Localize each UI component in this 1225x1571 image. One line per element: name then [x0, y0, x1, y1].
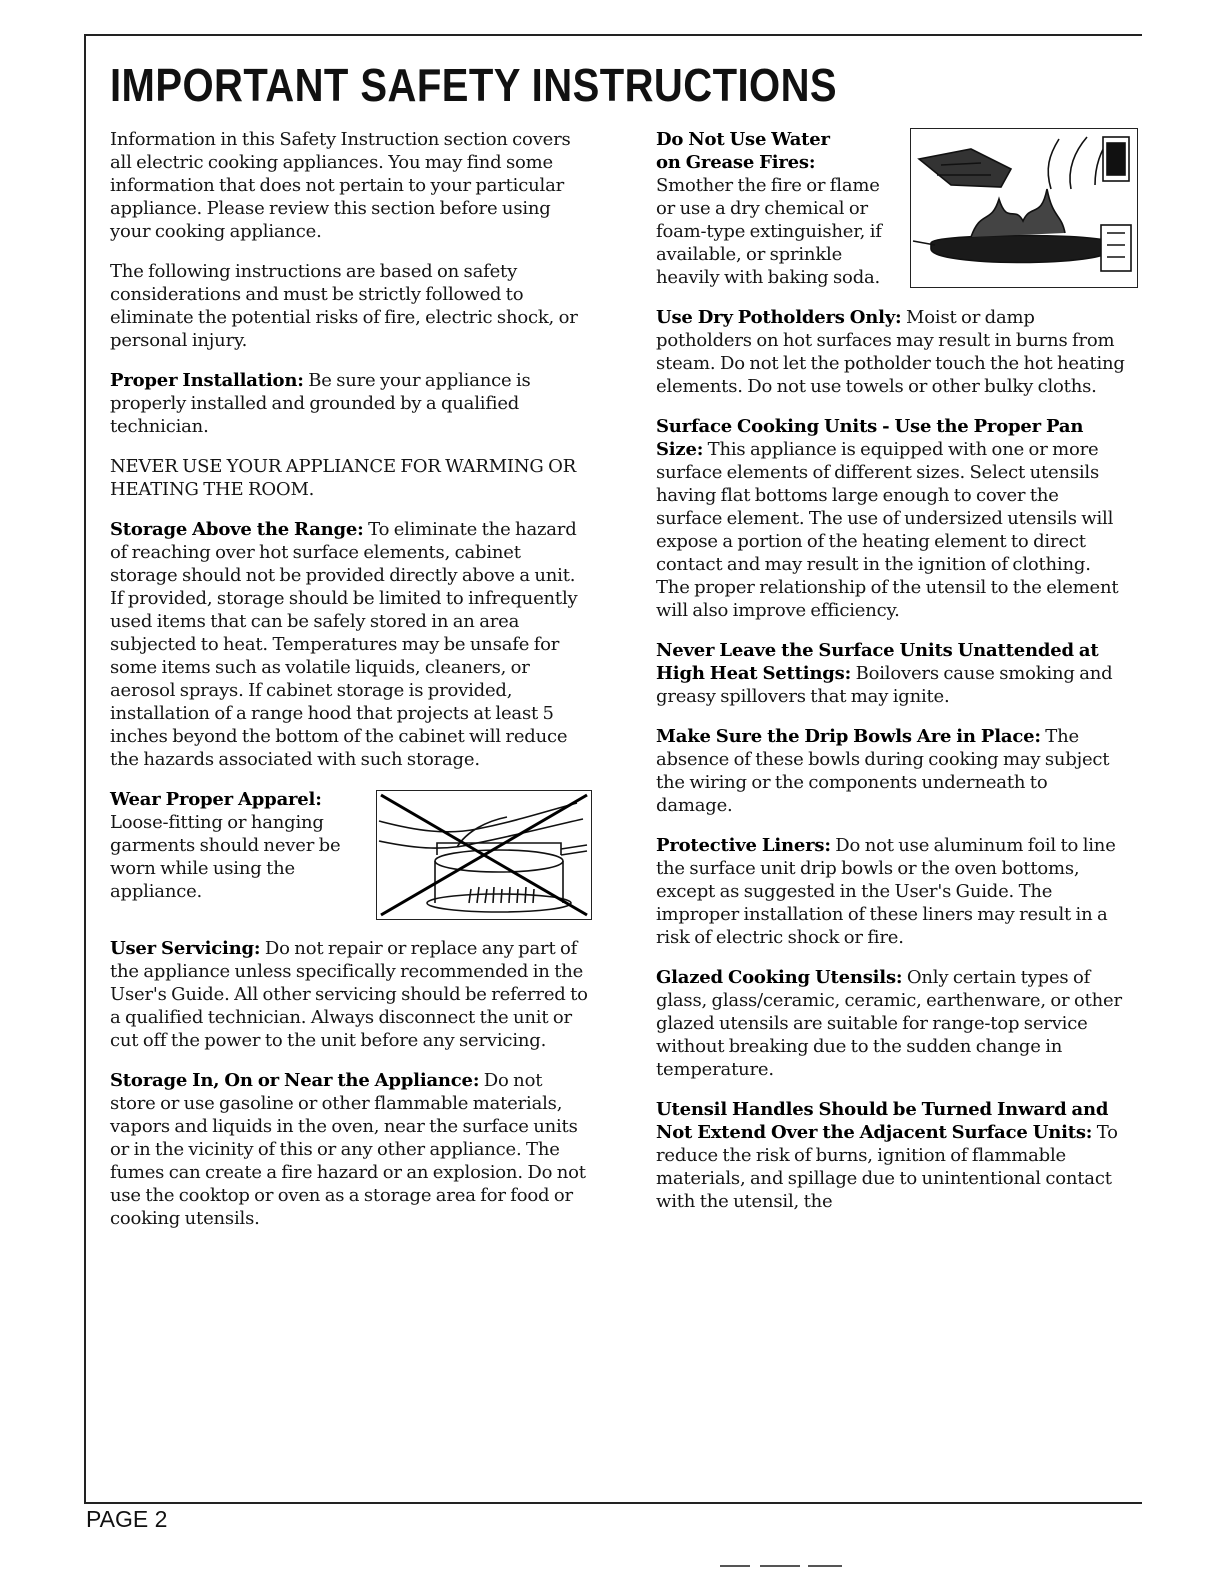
page-title: IMPORTANT SAFETY INSTRUCTIONS: [110, 59, 838, 111]
unattended-section: [656, 639, 1126, 708]
proper-installation-section: [110, 369, 590, 438]
potholders-text: Moist or damp potholders on hot surfaces may result in burns from steam. Do not let the potholder touch the hot heating elements. Do not use towels or other bulky cloths.: [656, 307, 1125, 397]
pan-size-section: [656, 415, 1126, 622]
storage-in-on-text: Do not store or use gasoline or other flammable materials, vapors and liquids in the oven, near the surface units or in the vicinity of this or any other appliance. The fumes can create a fire hazard or an explosion. Do not use the cooktop or oven as a storage area for food or cooking utensils.: [110, 1070, 586, 1229]
bottom-rule: [84, 1502, 1142, 1504]
scan-mark: [760, 1565, 800, 1567]
scan-mark: [808, 1565, 842, 1567]
proper-installation-text: Be sure your appliance is properly installed and grounded by a qualified technician.: [110, 370, 531, 437]
unattended-heading: Never Leave the Surface Units Unattended at High Heat Settings:: [656, 640, 1099, 684]
wear-apparel-section: [110, 788, 590, 920]
pan-size-heading: Surface Cooking Units - Use the Proper Pan Size:: [656, 416, 1084, 460]
drip-bowls-section: [656, 725, 1126, 817]
right-column: [656, 128, 1126, 1230]
glazed-text: Only certain types of glass, glass/ceramic, ceramic, earthenware, or other glazed utensils are suitable for range-top service without breaking due to the sudden change in temperature.: [656, 967, 1122, 1080]
never-use-warning: NEVER USE YOUR APPLIANCE FOR WARMING OR HEATING THE ROOM.: [110, 456, 576, 500]
handles-heading: Utensil Handles Should be Turned Inward and Not Extend Over the Adjacent Surface Units:: [656, 1099, 1109, 1143]
considerations-paragraph: The following instructions are based on safety considerations and must be strictly followed to eliminate the potential risks of fire, electric shock, or personal injury.: [110, 261, 578, 351]
grease-fires-heading-line1: Do Not Use Water: [656, 129, 830, 150]
storage-in-on-heading: Storage In, On or Near the Appliance:: [110, 1070, 480, 1091]
glazed-heading: Glazed Cooking Utensils:: [656, 967, 903, 988]
drip-bowls-heading: Make Sure the Drip Bowls Are in Place:: [656, 726, 1041, 747]
user-servicing-text: Do not repair or replace any part of the appliance unless specifically recommended in the User's Guide. All other servicing should be referred to a qualified technician. Always disconnect the unit or cut off the power to the unit before any servicing.: [110, 938, 588, 1051]
grease-fires-heading-line2: on Grease Fires:: [656, 152, 816, 173]
handles-text: To reduce the risk of burns, ignition of flammable materials, and spillage due to unintentional contact with the utensil, the: [656, 1122, 1118, 1212]
user-servicing-section: [110, 937, 590, 1052]
glazed-section: [656, 966, 1126, 1081]
top-rule: [84, 34, 1142, 36]
left-column: [110, 128, 590, 1247]
liners-heading: Protective Liners:: [656, 835, 831, 856]
handles-section: [656, 1098, 1126, 1213]
liners-section: [656, 834, 1126, 949]
user-servicing-heading: User Servicing:: [110, 938, 261, 959]
wear-apparel-heading: Wear Proper Apparel:: [110, 789, 322, 810]
crossed-out-sleeve-icon: [377, 791, 591, 919]
proper-installation-heading: Proper Installation:: [110, 370, 304, 391]
potholders-section: [656, 306, 1126, 398]
storage-above-heading: Storage Above the Range:: [110, 519, 364, 540]
storage-in-on-section: [110, 1069, 590, 1230]
extinguisher-on-pan-fire-icon: [911, 129, 1137, 287]
intro-paragraph: Information in this Safety Instruction section covers all electric cooking appliances. You may find some information that does not pertain to your particular appliance. Please review this section before using your cooking appliance.: [110, 129, 571, 242]
page-number: PAGE 2: [86, 1506, 168, 1532]
apparel-warning-illustration: [376, 790, 592, 920]
scan-mark: [720, 1565, 750, 1567]
grease-fires-text: Smother the fire or flame or use a dry chemical or foam-type extinguisher, if available, or sprinkle heavily with baking soda.: [656, 175, 882, 288]
grease-fires-section: [656, 128, 1126, 289]
drip-bowls-text: The absence of these bowls during cooking may subject the wiring or the components underneath to damage.: [656, 726, 1110, 816]
pan-size-text: This appliance is equipped with one or more surface elements of different sizes. Select utensils having flat bottoms large enough to cover the surface element. The use of undersized utensils will expose a portion of the heating element to direct contact and may result in the ignition of clothing. The proper relationship of the utensil to the element will also improve efficiency.: [656, 439, 1119, 621]
grease-fire-illustration: [910, 128, 1138, 288]
left-rule: [84, 34, 86, 1502]
unattended-text: Boilovers cause smoking and greasy spillovers that may ignite.: [656, 663, 1113, 707]
potholders-heading: Use Dry Potholders Only:: [656, 307, 902, 328]
wear-apparel-text: Loose-fitting or hanging garments should never be worn while using the appliance.: [110, 812, 341, 902]
storage-above-text: To eliminate the hazard of reaching over hot surface elements, cabinet storage should not be provided directly above a unit. If provided, storage should be limited to infrequently used items that can be safely stored in an area subjected to heat. Temperatures may be unsafe for some items such as volatile liquids, cleaners, or aerosol sprays. If cabinet storage is provided, installation of a range hood that projects at least 5 inches beyond the bottom of the cabinet will reduce the hazards associated with such storage.: [110, 519, 578, 770]
liners-text: Do not use aluminum foil to line the surface unit drip bowls or the oven bottoms, except as suggested in the User's Guide. The improper installation of these liners may result in a risk of electric shock or fire.: [656, 835, 1116, 948]
storage-above-section: [110, 518, 590, 771]
